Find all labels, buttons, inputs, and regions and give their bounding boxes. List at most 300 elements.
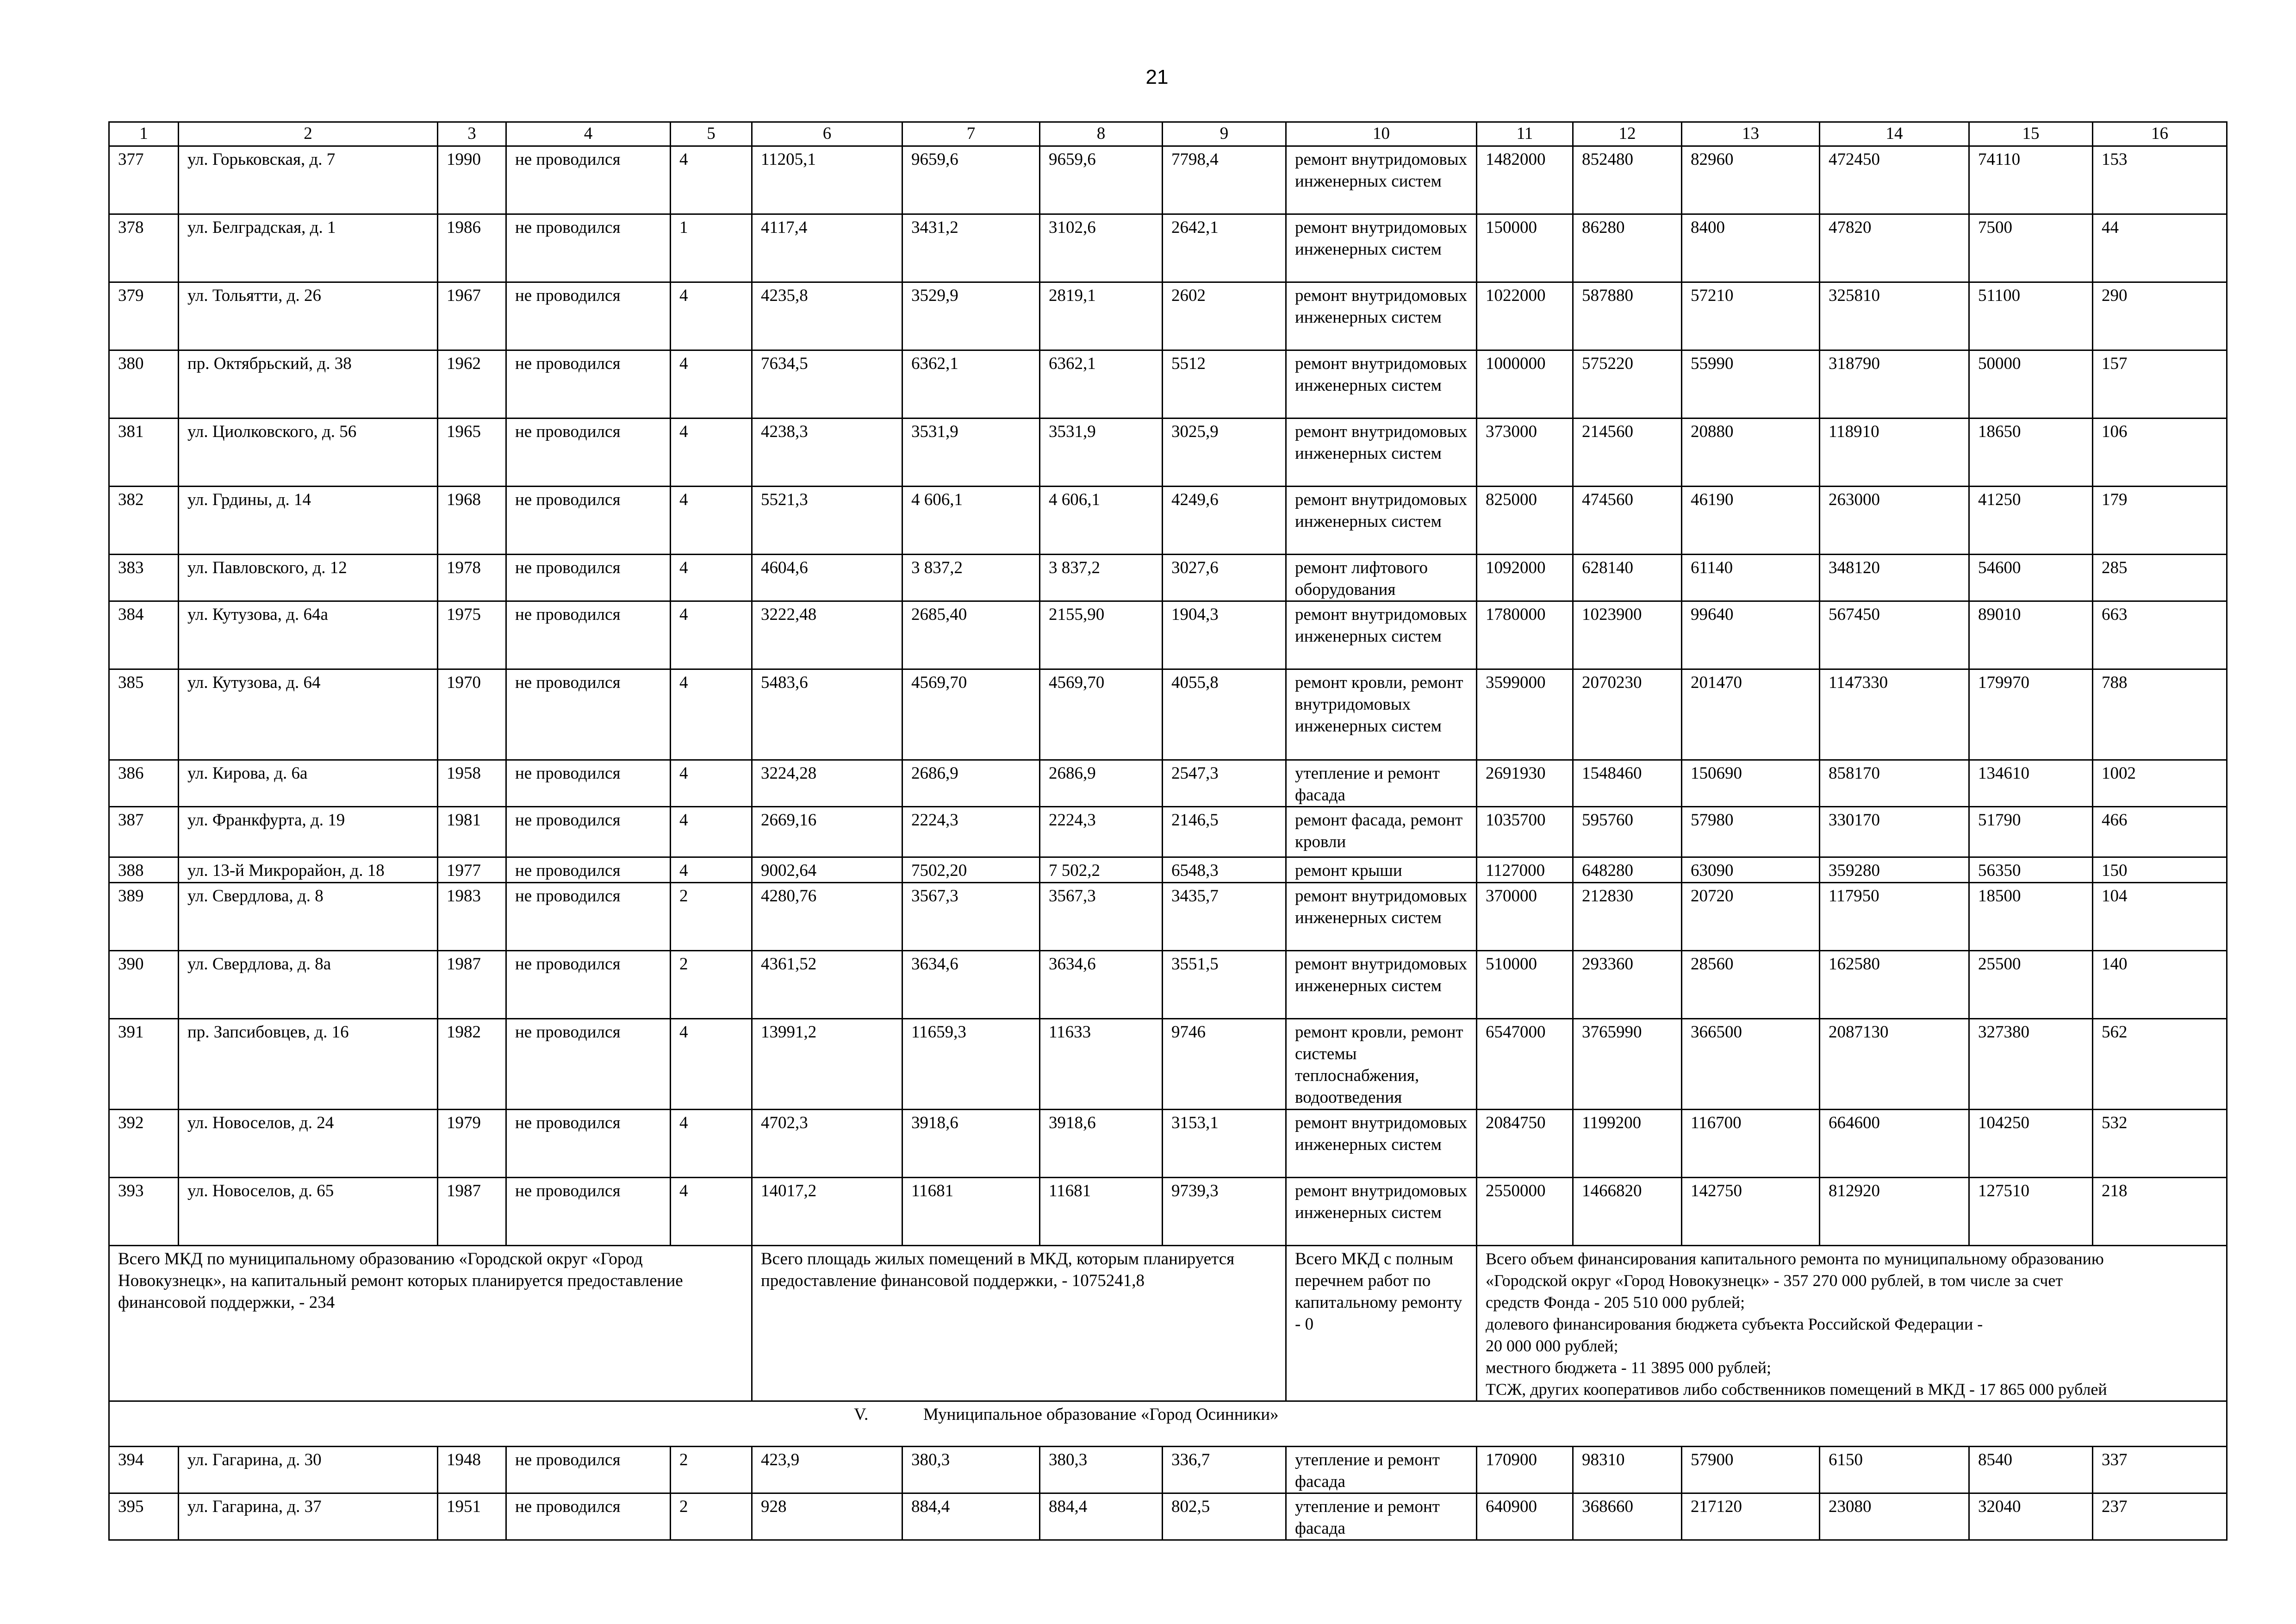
- table-cell: 2: [671, 1447, 752, 1493]
- table-cell: 348120: [1820, 555, 1969, 601]
- table-cell: 802,5: [1163, 1493, 1286, 1540]
- table-cell: 32040: [1969, 1493, 2093, 1540]
- table-cell: 1147330: [1820, 669, 1969, 760]
- table-cell: 1965: [438, 418, 506, 487]
- table-cell: 11681: [902, 1178, 1040, 1246]
- table-cell: ремонт внутридомовых инженерных систем: [1286, 883, 1477, 951]
- table-cell: не проводился: [506, 1019, 671, 1110]
- column-header: 3: [438, 122, 506, 146]
- table-cell: ул. Кутузова, д. 64а: [179, 601, 438, 669]
- table-cell: 3567,3: [1040, 883, 1163, 951]
- table-cell: 201470: [1682, 669, 1820, 760]
- table-cell: 366500: [1682, 1019, 1820, 1110]
- financing-line: местного бюджета - 11 3895 000 рублей;: [1486, 1358, 1772, 1377]
- table-cell: 381: [109, 418, 179, 487]
- table-cell: 392: [109, 1110, 179, 1178]
- table-cell: 140: [2093, 951, 2227, 1019]
- table-cell: 8540: [1969, 1447, 2093, 1493]
- table-cell: 1199200: [1573, 1110, 1682, 1178]
- table-cell: 6548,3: [1163, 857, 1286, 883]
- table-cell: 4: [671, 1110, 752, 1178]
- table-cell: 1983: [438, 883, 506, 951]
- table-cell: 4: [671, 1178, 752, 1246]
- table-cell: ул. Грдины, д. 14: [179, 487, 438, 555]
- table-cell: 2819,1: [1040, 282, 1163, 350]
- table-cell: 330170: [1820, 807, 1969, 857]
- table-cell: 3634,6: [902, 951, 1040, 1019]
- column-header: 5: [671, 122, 752, 146]
- table-cell: 3551,5: [1163, 951, 1286, 1019]
- table-cell: 2686,9: [1040, 760, 1163, 807]
- capital-repair-table: [108, 121, 2228, 1541]
- table-cell: 663: [2093, 601, 2227, 669]
- table-cell: ул. Павловского, д. 12: [179, 555, 438, 601]
- table-cell: 4 606,1: [1040, 487, 1163, 555]
- table-cell: 4: [671, 350, 752, 418]
- table-row: [109, 807, 2227, 857]
- table-cell: 7500: [1969, 214, 2093, 282]
- table-cell: 368660: [1573, 1493, 1682, 1540]
- table-cell: 104: [2093, 883, 2227, 951]
- table-cell: ремонт внутридомовых инженерных систем: [1286, 418, 1477, 487]
- table-cell: 116700: [1682, 1110, 1820, 1178]
- table-cell: 170900: [1477, 1447, 1573, 1493]
- table-cell: 9659,6: [1040, 146, 1163, 214]
- table-cell: 2669,16: [752, 807, 902, 857]
- table-cell: 380,3: [1040, 1447, 1163, 1493]
- table-cell: 46190: [1682, 487, 1820, 555]
- table-cell: 3027,6: [1163, 555, 1286, 601]
- table-row: [109, 857, 2227, 883]
- table-cell: 1968: [438, 487, 506, 555]
- table-cell: 11659,3: [902, 1019, 1040, 1110]
- table-cell: 388: [109, 857, 179, 883]
- table-cell: 3567,3: [902, 883, 1040, 951]
- table-cell: 1548460: [1573, 760, 1682, 807]
- table-cell: 380,3: [902, 1447, 1040, 1493]
- table-cell: 237: [2093, 1493, 2227, 1540]
- table-cell: 179970: [1969, 669, 2093, 760]
- section-title: Муниципальное образование «Город Осинники»: [923, 1405, 1279, 1424]
- table-cell: ремонт кровли, ремонт системы теплоснабжения, водоотведения: [1286, 1019, 1477, 1110]
- table-cell: 2602: [1163, 282, 1286, 350]
- summary-financing: [1477, 1246, 2227, 1401]
- table-cell: 290: [2093, 282, 2227, 350]
- table-cell: 3102,6: [1040, 214, 1163, 282]
- table-cell: 382: [109, 487, 179, 555]
- table-cell: 3531,9: [902, 418, 1040, 487]
- table-cell: не проводился: [506, 350, 671, 418]
- column-header: 8: [1040, 122, 1163, 146]
- table-cell: 788: [2093, 669, 2227, 760]
- table-cell: 4361,52: [752, 951, 902, 1019]
- table-cell: 474560: [1573, 487, 1682, 555]
- table-cell: 7634,5: [752, 350, 902, 418]
- table-cell: 379: [109, 282, 179, 350]
- table-cell: 74110: [1969, 146, 2093, 214]
- table-cell: 3224,28: [752, 760, 902, 807]
- table-cell: 1951: [438, 1493, 506, 1540]
- table-cell: не проводился: [506, 883, 671, 951]
- column-header: 9: [1163, 122, 1286, 146]
- table-cell: 325810: [1820, 282, 1969, 350]
- table-cell: 466: [2093, 807, 2227, 857]
- table-cell: 56350: [1969, 857, 2093, 883]
- table-cell: ул. 13-й Микрорайон, д. 18: [179, 857, 438, 883]
- table-cell: 293360: [1573, 951, 1682, 1019]
- table-cell: 63090: [1682, 857, 1820, 883]
- table-cell: ремонт кровли, ремонт внутридомовых инженерных систем: [1286, 669, 1477, 760]
- table-cell: 423,9: [752, 1447, 902, 1493]
- table-cell: 3435,7: [1163, 883, 1286, 951]
- table-cell: 2070230: [1573, 669, 1682, 760]
- table-cell: 13991,2: [752, 1019, 902, 1110]
- table-cell: 4: [671, 487, 752, 555]
- table-cell: 1466820: [1573, 1178, 1682, 1246]
- table-cell: 3918,6: [1040, 1110, 1163, 1178]
- table-cell: ремонт внутридомовых инженерных систем: [1286, 1178, 1477, 1246]
- table-cell: 2155,90: [1040, 601, 1163, 669]
- table-row: [109, 487, 2227, 555]
- table-cell: 1987: [438, 1178, 506, 1246]
- table-row: [109, 951, 2227, 1019]
- table-cell: 385: [109, 669, 179, 760]
- table-cell: 1: [671, 214, 752, 282]
- table-cell: ремонт внутридомовых инженерных систем: [1286, 601, 1477, 669]
- table-cell: 3529,9: [902, 282, 1040, 350]
- financing-line: ТСЖ, других кооперативов либо собственников помещений в МКД - 17 865 000 рублей: [1486, 1380, 2107, 1399]
- table-cell: 18500: [1969, 883, 2093, 951]
- table-cell: 370000: [1477, 883, 1573, 951]
- table-cell: 2: [671, 1493, 752, 1540]
- table-cell: 89010: [1969, 601, 2093, 669]
- table-cell: 157: [2093, 350, 2227, 418]
- table-cell: ул. Свердлова, д. 8: [179, 883, 438, 951]
- table-cell: 1035700: [1477, 807, 1573, 857]
- table-cell: 106: [2093, 418, 2227, 487]
- table-cell: 4238,3: [752, 418, 902, 487]
- table-cell: 336,7: [1163, 1447, 1286, 1493]
- column-header: 13: [1682, 122, 1820, 146]
- table-cell: ул. Новоселов, д. 65: [179, 1178, 438, 1246]
- table-cell: 8400: [1682, 214, 1820, 282]
- table-cell: 3918,6: [902, 1110, 1040, 1178]
- table-cell: ул. Горьковская, д. 7: [179, 146, 438, 214]
- table-cell: 54600: [1969, 555, 2093, 601]
- table-cell: 378: [109, 214, 179, 282]
- table-cell: 150000: [1477, 214, 1573, 282]
- table-cell: 1982: [438, 1019, 506, 1110]
- table-cell: ремонт внутридомовых инженерных систем: [1286, 951, 1477, 1019]
- table-cell: 57900: [1682, 1447, 1820, 1493]
- summary-mkd-total: Всего МКД по муниципальному образованию «Городской округ «Город Новокузнецк», на капитальный ремонт которых планируется предоставление финансовой поддержки, - 234: [109, 1246, 752, 1401]
- table-cell: 4 606,1: [902, 487, 1040, 555]
- table-cell: не проводился: [506, 146, 671, 214]
- table-cell: утепление и ремонт фасада: [1286, 1447, 1477, 1493]
- table-cell: 1987: [438, 951, 506, 1019]
- table-cell: 6150: [1820, 1447, 1969, 1493]
- table-row: [109, 1178, 2227, 1246]
- table-cell: 4: [671, 146, 752, 214]
- table-cell: не проводился: [506, 282, 671, 350]
- table-cell: не проводился: [506, 601, 671, 669]
- table-cell: 18650: [1969, 418, 2093, 487]
- table-cell: 23080: [1820, 1493, 1969, 1540]
- table-cell: не проводился: [506, 669, 671, 760]
- table-cell: 4: [671, 807, 752, 857]
- table-cell: 852480: [1573, 146, 1682, 214]
- summary-area-total: Всего площадь жилых помещений в МКД, которым планируется предоставление финансовой поддержки, - 1075241,8: [752, 1246, 1286, 1401]
- table-cell: ремонт внутридомовых инженерных систем: [1286, 1110, 1477, 1178]
- table-cell: 2224,3: [1040, 807, 1163, 857]
- table-cell: 4: [671, 418, 752, 487]
- table-cell: 5521,3: [752, 487, 902, 555]
- table-cell: 4: [671, 857, 752, 883]
- table-cell: 1958: [438, 760, 506, 807]
- table-cell: 4569,70: [1040, 669, 1163, 760]
- table-cell: 387: [109, 807, 179, 857]
- section-row: [109, 1401, 2227, 1447]
- table-cell: 82960: [1682, 146, 1820, 214]
- table-cell: 1780000: [1477, 601, 1573, 669]
- table-cell: 11205,1: [752, 146, 902, 214]
- table-cell: 1975: [438, 601, 506, 669]
- table-cell: 472450: [1820, 146, 1969, 214]
- table-cell: 664600: [1820, 1110, 1969, 1178]
- table-cell: 25500: [1969, 951, 2093, 1019]
- table-cell: 3531,9: [1040, 418, 1163, 487]
- table-cell: 2550000: [1477, 1178, 1573, 1246]
- column-header: 4: [506, 122, 671, 146]
- table-cell: 11633: [1040, 1019, 1163, 1110]
- table-cell: 5512: [1163, 350, 1286, 418]
- table-cell: 61140: [1682, 555, 1820, 601]
- table-cell: 4249,6: [1163, 487, 1286, 555]
- table-row: [109, 350, 2227, 418]
- table-cell: 9739,3: [1163, 1178, 1286, 1246]
- table-cell: не проводился: [506, 1447, 671, 1493]
- table-cell: 4: [671, 1019, 752, 1110]
- financing-line: 20 000 000 рублей;: [1486, 1337, 1618, 1355]
- table-row: [109, 601, 2227, 669]
- table-cell: 7 502,2: [1040, 857, 1163, 883]
- table-cell: 7798,4: [1163, 146, 1286, 214]
- table-cell: 44: [2093, 214, 2227, 282]
- section-number: V.: [854, 1405, 869, 1424]
- column-header: 10: [1286, 122, 1477, 146]
- table-cell: 3 837,2: [1040, 555, 1163, 601]
- table-cell: 98310: [1573, 1447, 1682, 1493]
- table-cell: 562: [2093, 1019, 2227, 1110]
- table-row: [109, 1493, 2227, 1540]
- table-cell: 532: [2093, 1110, 2227, 1178]
- table-cell: 1967: [438, 282, 506, 350]
- table-cell: 55990: [1682, 350, 1820, 418]
- table-cell: 134610: [1969, 760, 2093, 807]
- financing-line: долевого финансирования бюджета субъекта Российской Федерации -: [1486, 1315, 1983, 1333]
- table-cell: 1092000: [1477, 555, 1573, 601]
- table-cell: ул. Свердлова, д. 8а: [179, 951, 438, 1019]
- table-cell: 2087130: [1820, 1019, 1969, 1110]
- table-cell: 117950: [1820, 883, 1969, 951]
- table-cell: ремонт внутридомовых инженерных систем: [1286, 146, 1477, 214]
- table-cell: 57980: [1682, 807, 1820, 857]
- table-cell: 1990: [438, 146, 506, 214]
- table-row: [109, 883, 2227, 951]
- table-cell: ул. Белградская, д. 1: [179, 214, 438, 282]
- table-cell: не проводился: [506, 951, 671, 1019]
- table-cell: утепление и ремонт фасада: [1286, 760, 1477, 807]
- table-cell: 41250: [1969, 487, 2093, 555]
- table-cell: 377: [109, 146, 179, 214]
- table-cell: 153: [2093, 146, 2227, 214]
- column-header: 12: [1573, 122, 1682, 146]
- table-cell: 2691930: [1477, 760, 1573, 807]
- table-cell: 2146,5: [1163, 807, 1286, 857]
- table-cell: 3025,9: [1163, 418, 1286, 487]
- table-cell: 812920: [1820, 1178, 1969, 1246]
- table-cell: не проводился: [506, 1178, 671, 1246]
- table-cell: 337: [2093, 1447, 2227, 1493]
- table-cell: 383: [109, 555, 179, 601]
- table-cell: ул. Циолковского, д. 56: [179, 418, 438, 487]
- column-header: 15: [1969, 122, 2093, 146]
- table-cell: 4235,8: [752, 282, 902, 350]
- table-cell: 150: [2093, 857, 2227, 883]
- table-cell: 2: [671, 883, 752, 951]
- column-header: 6: [752, 122, 902, 146]
- financing-line: «Городской округ «Город Новокузнецк» - 357 270 000 рублей, в том числе за счет: [1486, 1271, 2063, 1290]
- column-header: 16: [2093, 122, 2227, 146]
- table-cell: 20880: [1682, 418, 1820, 487]
- summary-row: [109, 1246, 2227, 1401]
- table-cell: 327380: [1969, 1019, 2093, 1110]
- table-cell: 1978: [438, 555, 506, 601]
- table-cell: 142750: [1682, 1178, 1820, 1246]
- table-cell: 2547,3: [1163, 760, 1286, 807]
- table-cell: не проводился: [506, 418, 671, 487]
- table-cell: 4702,3: [752, 1110, 902, 1178]
- table-cell: 825000: [1477, 487, 1573, 555]
- table-row: [109, 555, 2227, 601]
- table-cell: 50000: [1969, 350, 2093, 418]
- table-cell: 575220: [1573, 350, 1682, 418]
- table-cell: ремонт внутридомовых инженерных систем: [1286, 487, 1477, 555]
- financing-line: Всего объем финансирования капитального ремонта по муниципальному образованию: [1486, 1249, 2104, 1268]
- table-cell: 373000: [1477, 418, 1573, 487]
- table-cell: 1981: [438, 807, 506, 857]
- table-cell: 51790: [1969, 807, 2093, 857]
- table-cell: 4055,8: [1163, 669, 1286, 760]
- table-cell: 4: [671, 601, 752, 669]
- table-cell: 99640: [1682, 601, 1820, 669]
- table-cell: 393: [109, 1178, 179, 1246]
- table-cell: не проводился: [506, 214, 671, 282]
- table-cell: 3153,1: [1163, 1110, 1286, 1178]
- table-cell: ул. Франкфурта, д. 19: [179, 807, 438, 857]
- table-cell: 14017,2: [752, 1178, 902, 1246]
- table-cell: 86280: [1573, 214, 1682, 282]
- table-cell: 1000000: [1477, 350, 1573, 418]
- table-cell: 6547000: [1477, 1019, 1573, 1110]
- table-cell: 4: [671, 555, 752, 601]
- table-cell: не проводился: [506, 807, 671, 857]
- table-cell: не проводился: [506, 487, 671, 555]
- table-cell: 263000: [1820, 487, 1969, 555]
- table-cell: не проводился: [506, 760, 671, 807]
- table-cell: 4604,6: [752, 555, 902, 601]
- table-cell: ул. Кутузова, д. 64: [179, 669, 438, 760]
- table-cell: утепление и ремонт фасада: [1286, 1493, 1477, 1540]
- table-cell: 212830: [1573, 883, 1682, 951]
- table-cell: 285: [2093, 555, 2227, 601]
- table-cell: 1022000: [1477, 282, 1573, 350]
- table-cell: 127510: [1969, 1178, 2093, 1246]
- table-cell: 57210: [1682, 282, 1820, 350]
- table-cell: 2224,3: [902, 807, 1040, 857]
- table-cell: 390: [109, 951, 179, 1019]
- table-cell: не проводился: [506, 1493, 671, 1540]
- table-cell: ремонт крыши: [1286, 857, 1477, 883]
- table-cell: 2642,1: [1163, 214, 1286, 282]
- table-cell: 567450: [1820, 601, 1969, 669]
- table-cell: 51100: [1969, 282, 2093, 350]
- table-cell: ул. Гагарина, д. 30: [179, 1447, 438, 1493]
- table-cell: 3222,48: [752, 601, 902, 669]
- table-cell: 9659,6: [902, 146, 1040, 214]
- table-cell: 1962: [438, 350, 506, 418]
- table-cell: ул. Новоселов, д. 24: [179, 1110, 438, 1178]
- table-cell: 628140: [1573, 555, 1682, 601]
- table-cell: 6362,1: [902, 350, 1040, 418]
- column-header: 2: [179, 122, 438, 146]
- table-cell: 1482000: [1477, 146, 1573, 214]
- table-cell: 104250: [1969, 1110, 2093, 1178]
- table-cell: 640900: [1477, 1493, 1573, 1540]
- table-cell: 1970: [438, 669, 506, 760]
- table-cell: 1002: [2093, 760, 2227, 807]
- section-heading: [109, 1401, 2227, 1447]
- summary-full-list: Всего МКД с полным перечнем работ по капитальному ремонту - 0: [1286, 1246, 1477, 1401]
- table-row: [109, 1019, 2227, 1110]
- table-cell: ул. Гагарина, д. 37: [179, 1493, 438, 1540]
- column-header: 11: [1477, 122, 1573, 146]
- table-cell: 2: [671, 951, 752, 1019]
- table-cell: 1979: [438, 1110, 506, 1178]
- table-cell: 391: [109, 1019, 179, 1110]
- table-cell: ремонт внутридомовых инженерных систем: [1286, 282, 1477, 350]
- table-cell: ремонт лифтового оборудования: [1286, 555, 1477, 601]
- table-row: [109, 1110, 2227, 1178]
- table-cell: 1986: [438, 214, 506, 282]
- table-cell: 359280: [1820, 857, 1969, 883]
- table-cell: 6362,1: [1040, 350, 1163, 418]
- table-row: [109, 669, 2227, 760]
- table-cell: 4: [671, 282, 752, 350]
- table-cell: 884,4: [902, 1493, 1040, 1540]
- table-cell: 587880: [1573, 282, 1682, 350]
- table-cell: 214560: [1573, 418, 1682, 487]
- table-cell: 218: [2093, 1178, 2227, 1246]
- table-row: [109, 214, 2227, 282]
- table-cell: 9746: [1163, 1019, 1286, 1110]
- table-cell: 1977: [438, 857, 506, 883]
- table-cell: 3599000: [1477, 669, 1573, 760]
- table-cell: 858170: [1820, 760, 1969, 807]
- table-cell: 11681: [1040, 1178, 1163, 1246]
- table-cell: 386: [109, 760, 179, 807]
- column-header-row: [109, 122, 2227, 146]
